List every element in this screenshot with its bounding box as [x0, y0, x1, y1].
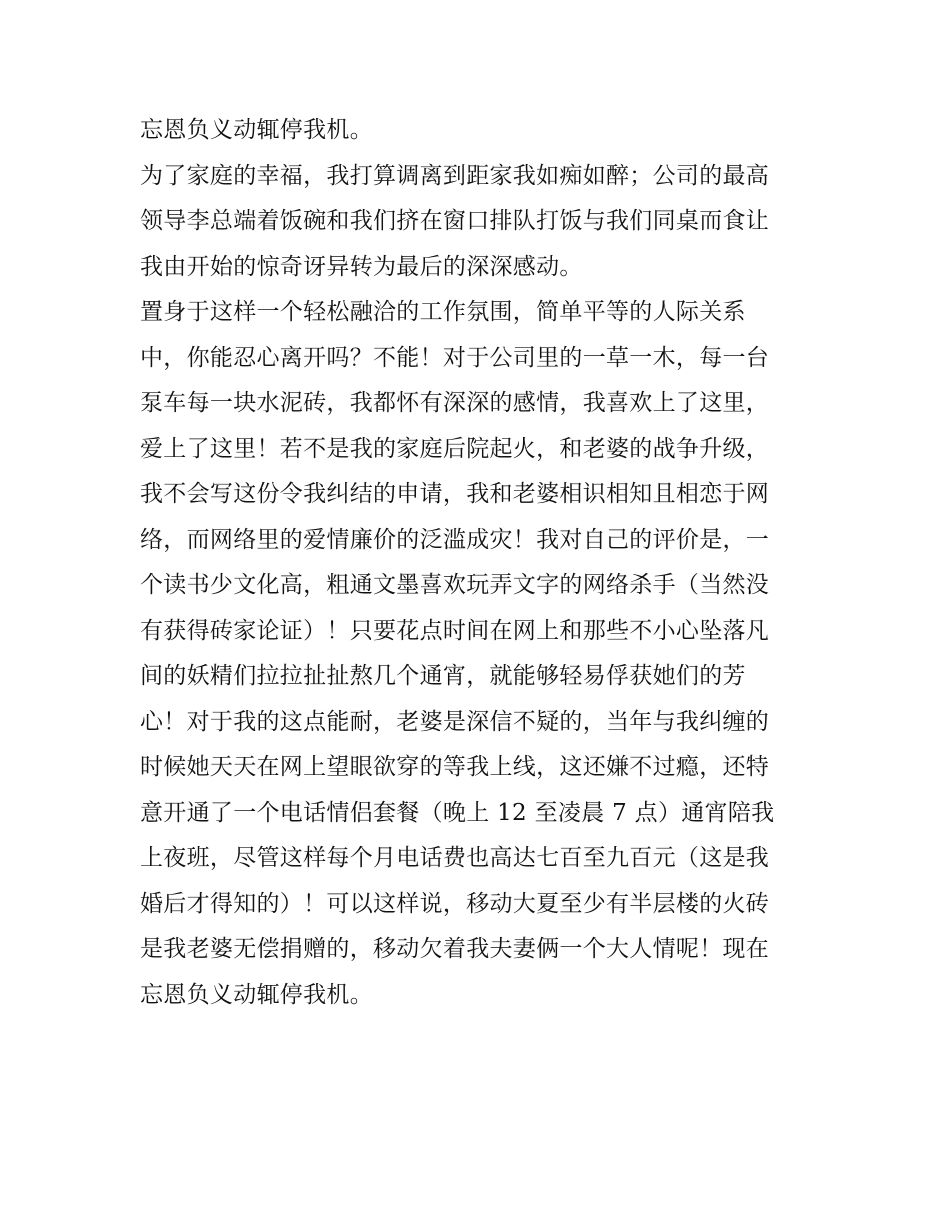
document-body — [140, 108, 820, 1018]
text-line: 置身于这样一个轻松融洽的工作氛围，简单平等的人际关系 — [140, 299, 746, 325]
text-line: 有获得砖家论证）！只要花点时间在网上和那些不小心坠落凡 — [140, 617, 770, 644]
text-line: 个读书少文化高，粗通文墨喜欢玩弄文字的网络杀手（当然没 — [140, 572, 770, 598]
text-line: 是我老婆无偿捐赠的，移动欠着我夫妻俩一个大人情呢！现在 — [140, 936, 770, 962]
text-line: 上夜班，尽管这样每个月电话费也高达七百至九百元（这是我 — [140, 845, 770, 871]
text-line: 意开通了一个电话情侣套餐（晚上 12 至凌晨 7 点）通宵陪我 — [140, 799, 775, 826]
text-line: 我不会写这份令我纠结的申请，我和老婆相识相知且相恋于网 — [140, 481, 770, 507]
text-line: 泵车每一块水泥砖，我都怀有深深的感情，我喜欢上了这里， — [140, 390, 770, 416]
text-line: 络，而网络里的爱情廉价的泛滥成灾！我对自己的评价是，一 — [140, 526, 770, 553]
text-line: 我由开始的惊奇讶异转为最后的深深感动。 — [140, 253, 583, 280]
text-line: 领导李总端着饭碗和我们挤在窗口排队打饭与我们同桌而食让 — [140, 208, 770, 234]
text-line: 忘恩负义动辄停我机。 — [140, 117, 373, 143]
text-line: 间的妖精们拉拉扯扯熬几个通宵，就能够轻易俘获她们的芳 — [140, 663, 746, 689]
text-line: 时候她天天在网上望眼欲穿的等我上线，这还嫌不过瘾，还特 — [140, 754, 770, 780]
text-line: 婚后才得知的）！可以这样说，移动大夏至少有半层楼的火砖 — [140, 890, 770, 917]
text-line: 忘恩负义动辄停我机。 — [140, 981, 373, 1008]
text-line: 中，你能忍心离开吗？不能！对于公司里的一草一木，每一台 — [140, 344, 770, 371]
text-line: 为了家庭的幸福，我打算调离到距家我如痴如醉；公司的最高 — [140, 162, 770, 189]
text-line: 爱上了这里！若不是我的家庭后院起火，和老婆的战争升级， — [140, 435, 770, 462]
text-line: 心！对于我的这点能耐，老婆是深信不疑的，当年与我纠缠的 — [140, 708, 770, 735]
